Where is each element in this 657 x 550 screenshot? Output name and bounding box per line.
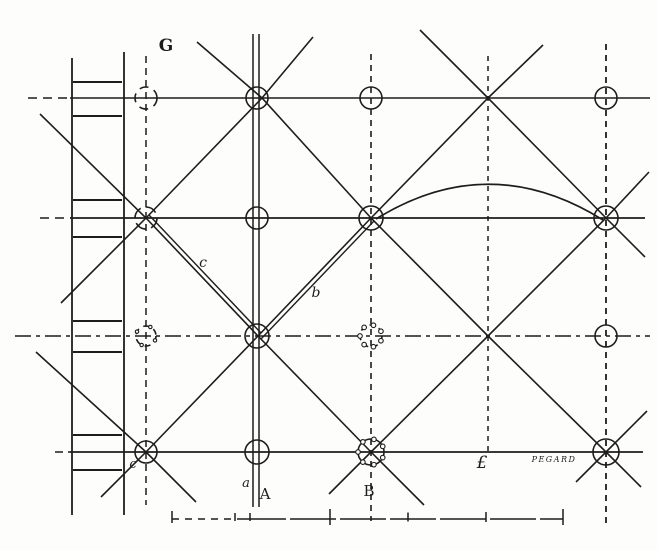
label-A: A bbox=[259, 485, 271, 503]
label-a: a bbox=[242, 476, 250, 491]
shore-line-c bbox=[149, 215, 261, 333]
pile-node-rim-dot bbox=[372, 437, 377, 442]
pile-node-rim-dot bbox=[361, 440, 366, 445]
brace-slash-long bbox=[101, 45, 543, 497]
pile-node-rim-dot bbox=[361, 460, 366, 465]
brace-slash-right bbox=[329, 172, 649, 494]
pile-node-rim-dot bbox=[371, 344, 376, 349]
pile-node-rim-dot bbox=[153, 339, 156, 342]
label-B: B bbox=[363, 482, 375, 500]
brace-backslash-upper-right bbox=[420, 30, 645, 257]
pile-node-rim-dot bbox=[149, 325, 152, 328]
brace-slash-lower-right bbox=[576, 411, 647, 482]
pile-node-rim-dot bbox=[372, 462, 377, 467]
arch-curve bbox=[376, 184, 603, 220]
pile-node-rim-dot bbox=[358, 334, 363, 339]
label-b: b bbox=[311, 285, 321, 301]
pile-node-rim-dot bbox=[379, 338, 384, 343]
pile-node-rim-dot bbox=[362, 325, 367, 330]
brace-backslash-mid bbox=[40, 114, 424, 505]
brace-backslash-long bbox=[197, 42, 641, 487]
pile-node-rim-dot bbox=[380, 455, 385, 460]
pile-node-rim-dot bbox=[379, 329, 384, 334]
label-c-lower: c bbox=[129, 457, 137, 472]
label-G: G bbox=[158, 36, 174, 56]
pile-node-rim-dot bbox=[362, 342, 367, 347]
pile-node-rim-dot bbox=[135, 330, 138, 333]
brace-backslash-lower-left bbox=[36, 352, 196, 502]
pile-node-rim-dot bbox=[356, 450, 361, 455]
brace-slash-upper-left bbox=[61, 37, 313, 303]
label-c-upper: c bbox=[199, 255, 207, 271]
pile-node-rim-dot bbox=[371, 323, 376, 328]
shore-line-b bbox=[261, 221, 374, 339]
pile-node-rim-dot bbox=[140, 343, 143, 346]
pile-node-rim-dot bbox=[380, 444, 385, 449]
signature-pegard: PEGARD bbox=[531, 455, 577, 464]
label-E: £ bbox=[476, 453, 488, 473]
